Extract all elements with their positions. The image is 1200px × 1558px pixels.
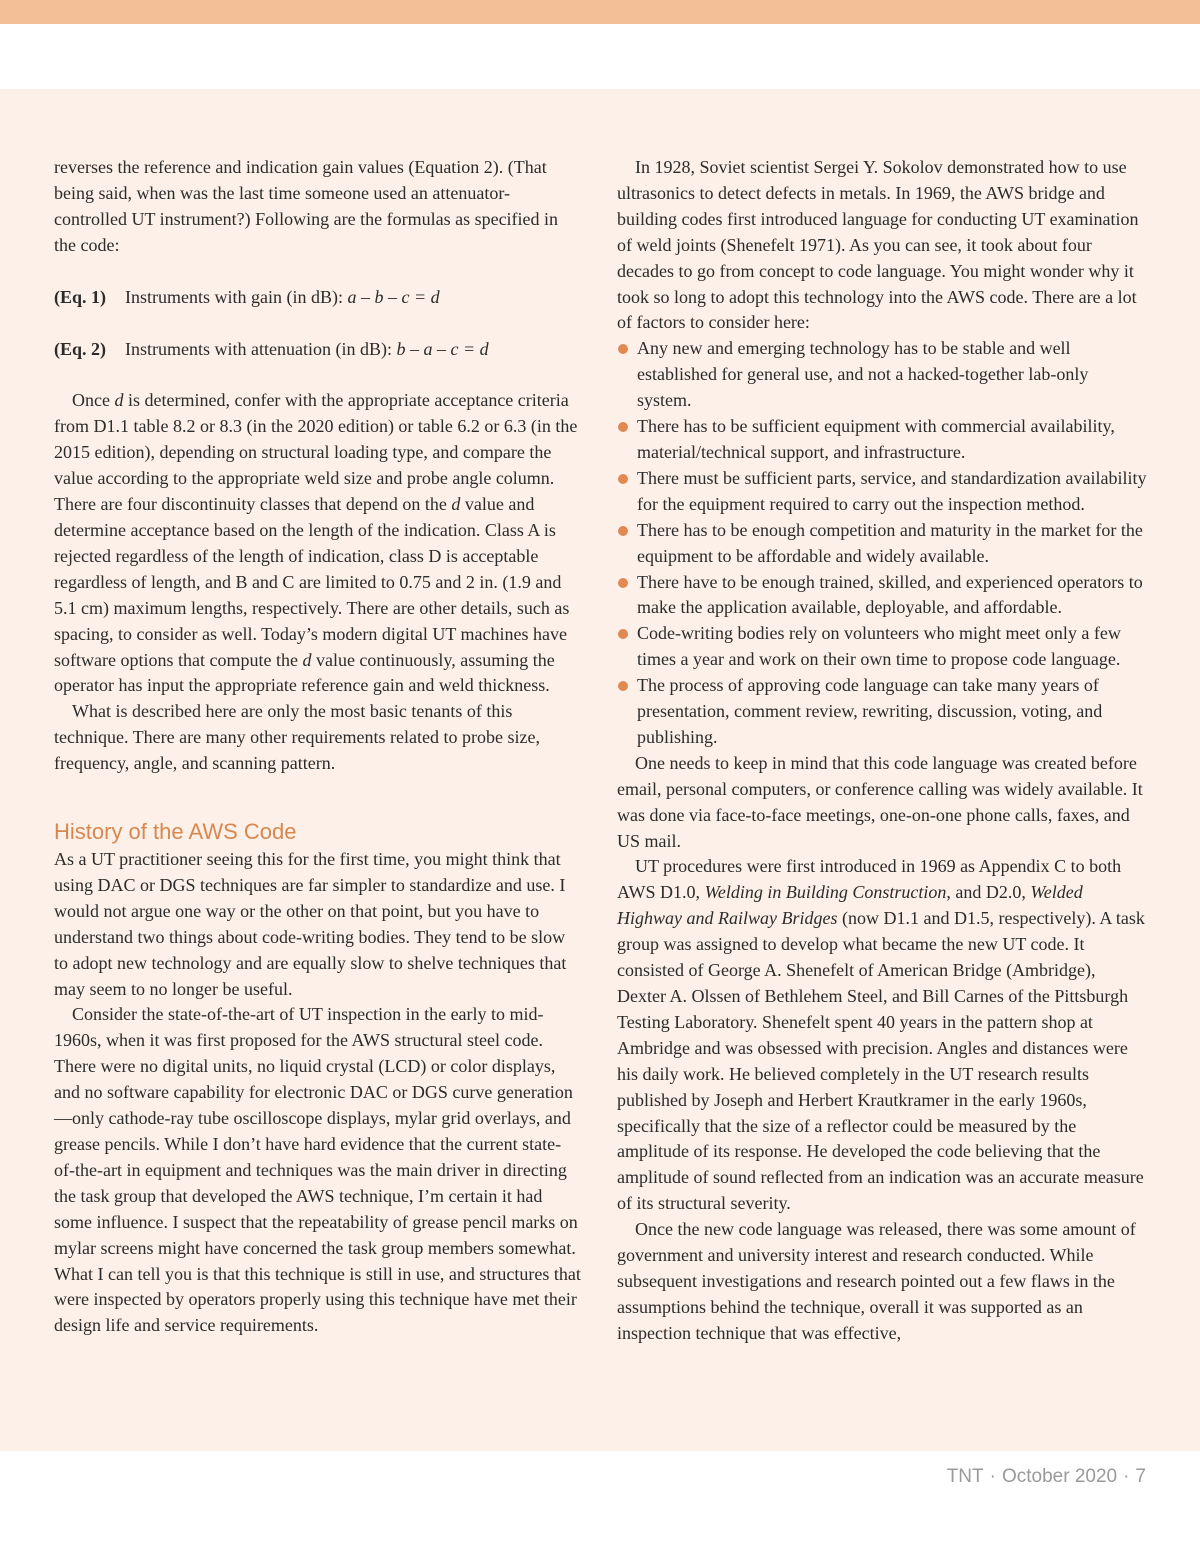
page-footer — [947, 1466, 1146, 1488]
publication-name: TNT — [946, 1466, 984, 1487]
paragraph: As a UT practitioner seeing this for the first time, you might think that using DAC or DGS techniques are far simpler to standardize and use. I would not argue one way or the other on that point, but you have to understand two things about code-writing bodies. They tend to be slow to adopt new technology and are equally slow to shelve techniques that may seem to no longer be useful. — [54, 849, 567, 999]
paragraph: In 1928, Soviet scientist Sergei Y. Sokolov demonstrated how to use ultrasonics to detect defects in metals. In 1969, the AWS bridge and building codes first introduced language for conducting UT examination of weld joints (Shenefelt 1971). As you can see, it took about four decades to go from concept to code language. You might wonder why it took so long to adopt this technology into the AWS code. There are a lot of factors to consider here: — [617, 157, 1139, 333]
factor-list — [617, 336, 1147, 751]
section-heading: History of the AWS Code — [54, 819, 297, 845]
footer-separator: · — [1123, 1466, 1130, 1487]
bullet-icon — [618, 578, 628, 588]
left-column — [54, 155, 582, 1339]
equation-1 — [54, 285, 582, 311]
list-item: There have to be enough trained, skilled, and experienced operators to make the application available, deployable, and affordable. — [617, 570, 1147, 622]
bullet-icon — [618, 422, 628, 432]
equation-text: Instruments with gain (in dB): — [125, 286, 348, 307]
equation-label: (Eq. 2) — [54, 338, 107, 359]
equation-formula: b – a – c = d — [396, 338, 489, 359]
paragraph: reverses the reference and indication gain values (Equation 2). (That being said, when was the last time someone used an attenuator-controlled UT instrument?) Following are the formulas as specified in the code: — [54, 157, 559, 255]
issue-date: October 2020 — [1001, 1466, 1118, 1487]
paragraph: Once d is determined, confer with the appropriate acceptance criteria from D1.1 table 8.2 or 8.3 (in the 2020 edition) or table 6.2 or 6.3 (in the 2015 edition), depending on structural loading type, and compare the value according to the appropriate weld size and probe angle column. There are four discontinuity classes that depend on the d value and determine acceptance based on the length of the indication. Class A is rejected regardless of the length of indication, class D is acceptable regardless of length, and B and C are limited to 0.75 and 2 in. (1.9 and 5.1 cm) maximum lengths, respectively. There are other details, such as spacing, to consider as well. Today’s modern digital UT machines have software options that compute the d value continuously, assuming the operator has input the appropriate reference gain and weld thickness. — [54, 390, 578, 696]
list-item: The process of approving code language can take many years of presentation, comment review, rewriting, discussion, voting, and publishing. — [617, 673, 1147, 751]
list-item: Any new and emerging technology has to be stable and well established for general use, and not a hacked-together lab-only system. — [617, 336, 1147, 414]
paragraph: What is described here are only the most basic tenants of this technique. There are many other requirements related to probe size, frequency, angle, and scanning pattern. — [54, 701, 540, 774]
equation-label: (Eq. 1) — [54, 286, 107, 307]
bullet-icon — [618, 474, 628, 484]
equation-2 — [54, 337, 582, 363]
bullet-icon — [618, 629, 628, 639]
bullet-icon — [618, 526, 628, 536]
paragraph: UT procedures were first introduced in 1969 as Appendix C to both AWS D1.0, Welding in Building Construction, and D2.0, Welded Highway and Railway Bridges (now D1.1 and D1.5, respectively). A task group was assigned to develop what became the new UT code. It consisted of George A. Shenefelt of American Bridge (Ambridge), Dexter A. Olssen of Bethlehem Steel, and Bill Carnes of the Pittsburgh Testing Laboratory. Shenefelt spent 40 years in the pattern shop at Ambridge and was obsessed with precision. Angles and distances were his daily work. He believed completely in the UT research results published by Joseph and Herbert Krautkramer in the early 1960s, specifically that the size of a reflector could be measured by the amplitude of its response. He developed the code believing that the amplitude of sound reflected from an indication was an accurate measure of its structural severity. — [617, 856, 1145, 1214]
right-column — [617, 155, 1147, 1347]
list-item: There has to be enough competition and maturity in the market for the equipment to be affordable and widely available. — [617, 518, 1147, 570]
paragraph: Once the new code language was released, there was some amount of government and university interest and research conducted. While subsequent investigations and research pointed out a few flaws in the assumptions behind the technique, overall it was supported as an inspection technique that was effective, — [617, 1219, 1136, 1343]
list-item: There must be sufficient parts, service, and standardization availability for the equipment required to carry out the inspection method. — [617, 466, 1147, 518]
bullet-icon — [618, 681, 628, 691]
equation-formula: a – b – c = d — [347, 286, 440, 307]
equation-text: Instruments with attenuation (in dB): — [125, 338, 397, 359]
bullet-icon — [618, 344, 628, 354]
paragraph: One needs to keep in mind that this code language was created before email, personal computers, or conference calling was widely available. It was done via face-to-face meetings, one-on-one phone calls, faxes, and US mail. — [617, 752, 1143, 851]
list-item: Code-writing bodies rely on volunteers who might meet only a few times a year and work on their own time to propose code language. — [617, 621, 1147, 673]
top-color-band — [0, 0, 1200, 24]
paragraph: Consider the state-of-the-art of UT inspection in the early to mid-1960s, when it was first proposed for the AWS structural steel code. There were no digital units, no liquid crystal (LCD) or color displays, and no software capability for electronic DAC or DGS curve generation—only cathode-ray tube oscilloscope displays, mylar grid overlays, and grease pencils. While I don’t have hard evidence that the current state-of-the-art in equipment and techniques was the main driver in directing the task group that developed the AWS technique, I’m certain it had some influence. I suspect that the repeatability of grease pencil marks on mylar screens might have concerned the task group members somewhat. What I can tell you is that this technique is still in use, and structures that were inspected by operators properly using this technique have met their design life and service requirements. — [54, 1004, 581, 1336]
page-number: 7 — [1135, 1466, 1146, 1487]
list-item: There has to be sufficient equipment with commercial availability, material/technical support, and infrastructure. — [617, 414, 1147, 466]
footer-separator: · — [989, 1466, 996, 1487]
